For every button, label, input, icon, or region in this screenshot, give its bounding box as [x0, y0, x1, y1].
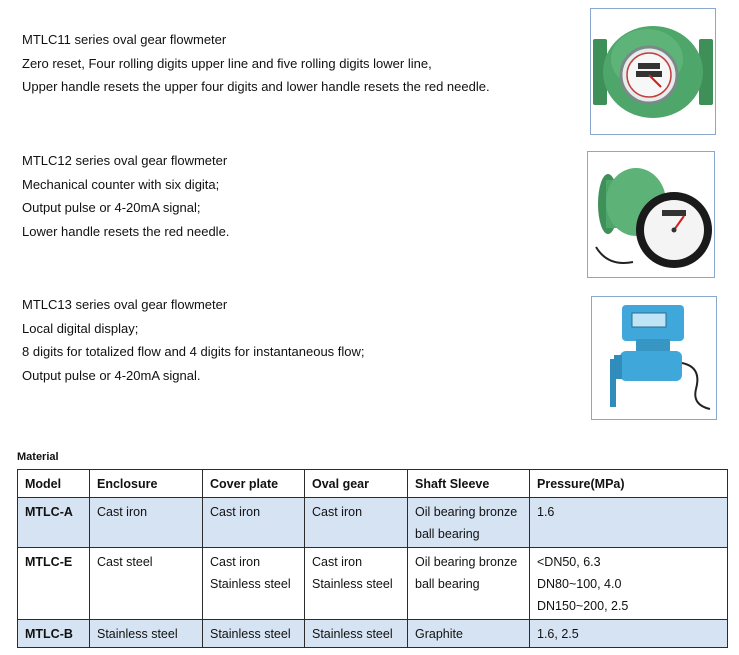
cell-line: MTLC-E: [25, 555, 73, 569]
product-feature: Upper handle resets the upper four digits and lower handle resets the red needle.: [22, 79, 490, 94]
product-feature: Lower handle resets the red needle.: [22, 223, 230, 239]
table-row: [18, 620, 728, 648]
cell-cover-plate: [203, 498, 305, 548]
cell-pressure: [530, 548, 728, 620]
cell-line: Oil bearing bronze: [415, 555, 518, 569]
cell-shaft-sleeve: [408, 548, 530, 620]
cell-line: DN150~200, 2.5: [537, 599, 629, 613]
table-row: [18, 498, 728, 548]
cell-line: Graphite: [415, 627, 463, 641]
cell-model: [18, 620, 90, 648]
table-header-row: [18, 470, 728, 498]
material-label: Material: [17, 451, 59, 463]
cell-line: Stainless steel: [97, 627, 178, 641]
cell-line: MTLC-B: [25, 627, 73, 641]
cell-oval-gear: [305, 620, 408, 648]
product-mtlc12-description: [22, 149, 229, 243]
product-title: MTLC11 series oval gear flowmeter: [22, 32, 227, 47]
cell-oval-gear: [305, 498, 408, 548]
product-feature: Output pulse or 4-20mA signal.: [22, 367, 201, 383]
cell-line: Stainless steel: [210, 627, 291, 641]
product-feature: Mechanical counter with six digita;: [22, 176, 220, 192]
column-header-oval-gear: Oval gear: [305, 470, 408, 498]
product-feature: 8 digits for totalized flow and 4 digits for instantaneous flow;: [22, 344, 365, 359]
product-mtlc11-image: [590, 8, 716, 135]
blue-digital-flowmeter-icon: [592, 297, 716, 419]
cell-line: Stainless steel: [312, 577, 393, 591]
cell-line: 1.6: [537, 505, 555, 519]
product-feature: Local digital display;: [22, 320, 139, 336]
cell-line: Cast iron: [210, 555, 261, 569]
cell-line: ball bearing: [415, 577, 480, 591]
column-header-shaft-sleeve: Shaft Sleeve: [408, 470, 530, 498]
cell-line: Cast iron: [97, 505, 148, 519]
cell-pressure: [530, 498, 728, 548]
cell-cover-plate: [203, 620, 305, 648]
cell-line: DN80~100, 4.0: [537, 577, 622, 591]
product-feature: Output pulse or 4-20mA signal;: [22, 200, 201, 215]
cell-model: [18, 498, 90, 548]
cell-enclosure: [90, 548, 203, 620]
product-mtlc13-description: [22, 293, 365, 387]
cell-oval-gear: [305, 548, 408, 620]
cell-cover-plate: [203, 548, 305, 620]
column-header-pressure: Pressure(MPa): [530, 470, 728, 498]
cell-line: Cast iron: [312, 505, 363, 519]
column-header-model: Model: [18, 470, 90, 498]
product-title: MTLC13 series oval gear flowmeter: [22, 297, 228, 312]
green-oval-gear-flowmeter-icon: [591, 9, 715, 134]
cell-line: ball bearing: [415, 527, 480, 541]
table-row: [18, 548, 728, 620]
cell-line: Cast iron: [210, 505, 261, 519]
cell-line: Stainless steel: [210, 577, 291, 591]
product-title: MTLC12 series oval gear flowmeter: [22, 153, 228, 168]
cell-enclosure: [90, 498, 203, 548]
cell-enclosure: [90, 620, 203, 648]
cell-model: [18, 548, 90, 620]
product-feature: Zero reset, Four rolling digits upper line and five rolling digits lower line,: [22, 55, 432, 71]
cell-line: <DN50, 6.3: [537, 555, 601, 569]
cell-line: 1.6, 2.5: [537, 627, 579, 641]
green-flowmeter-with-black-dial-icon: [588, 152, 714, 277]
cell-pressure: [530, 620, 728, 648]
cell-line: Cast iron: [312, 555, 363, 569]
cell-shaft-sleeve: [408, 498, 530, 548]
product-mtlc11-description: [22, 28, 490, 99]
column-header-enclosure: Enclosure: [90, 470, 203, 498]
cell-line: Oil bearing bronze: [415, 505, 518, 519]
cell-line: MTLC-A: [25, 505, 73, 519]
cell-line: Cast steel: [97, 555, 153, 569]
material-table: [17, 469, 728, 648]
cell-shaft-sleeve: [408, 620, 530, 648]
product-mtlc12-image: [587, 151, 715, 278]
column-header-cover-plate: Cover plate: [203, 470, 305, 498]
product-mtlc13-image: [591, 296, 717, 420]
cell-line: Stainless steel: [312, 627, 393, 641]
